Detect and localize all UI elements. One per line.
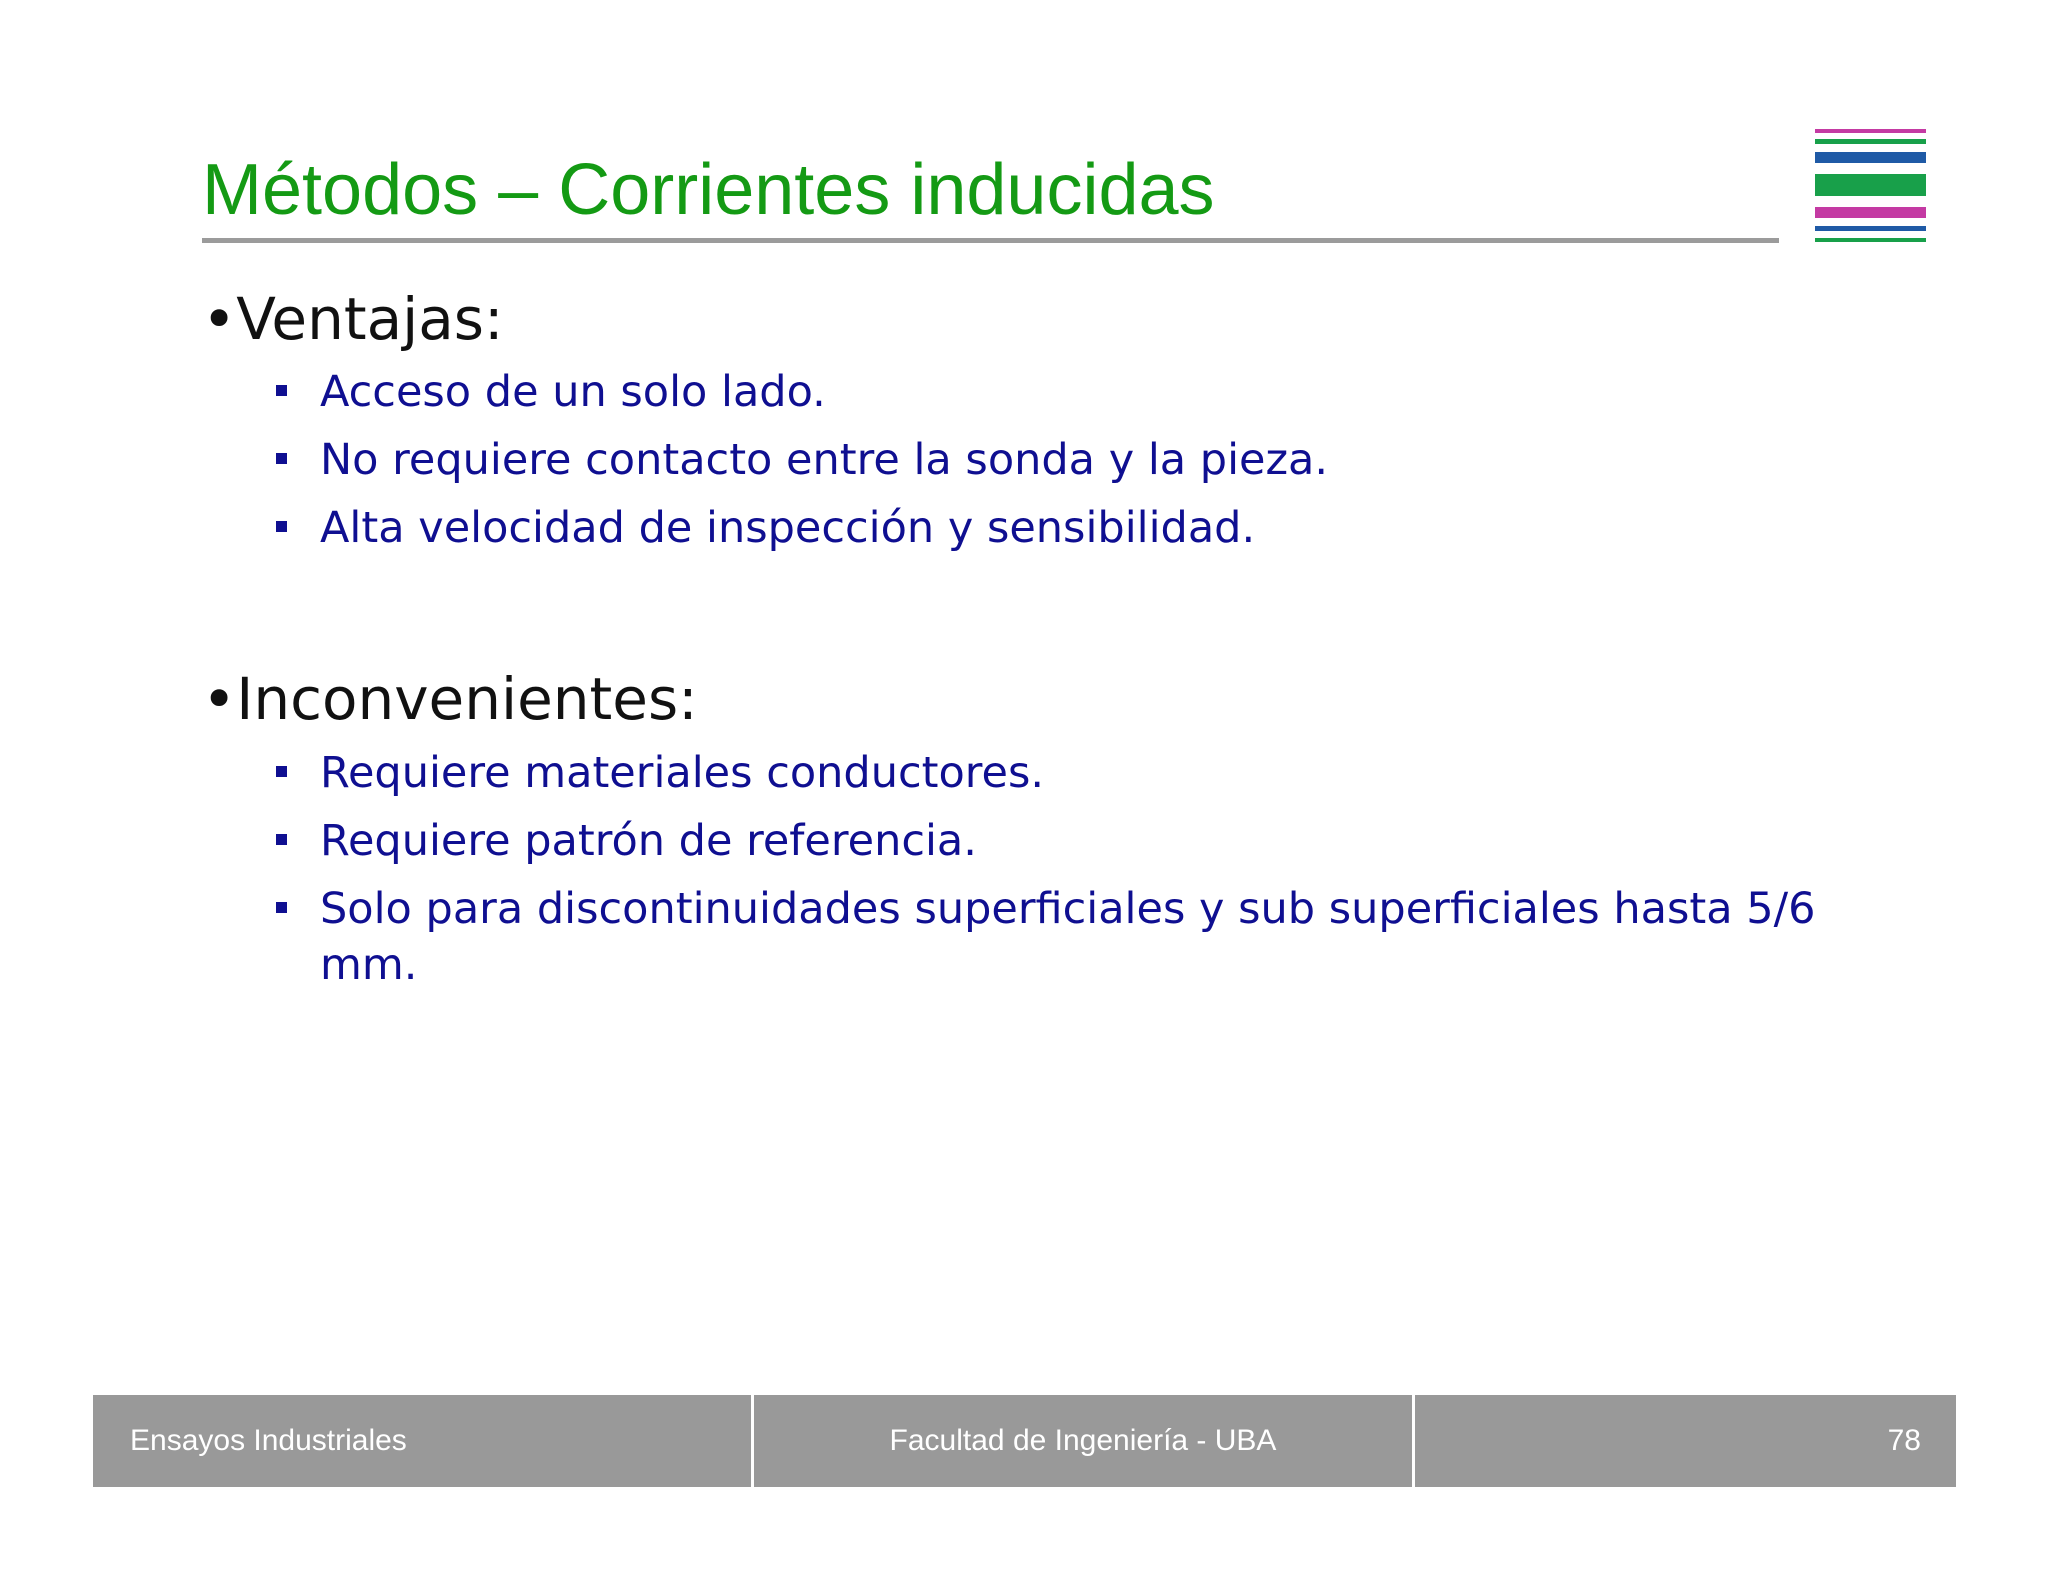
- slide-title: Métodos – Corrientes inducidas: [202, 150, 1215, 230]
- square-bullet-icon: [276, 834, 287, 845]
- square-bullet-icon: [276, 385, 287, 396]
- list-item: [270, 364, 1890, 420]
- striped-logo-icon: [1815, 129, 1926, 243]
- list-item: [270, 881, 1890, 993]
- logo-stripe: [1815, 129, 1926, 133]
- list-item-text: Requiere patrón de referencia.: [320, 816, 977, 866]
- logo-stripe: [1815, 174, 1926, 196]
- list-item-text: No requiere contacto entre la sonda y la pieza.: [320, 435, 1329, 485]
- logo-stripe: [1815, 152, 1926, 163]
- list-item-text: Acceso de un solo lado.: [320, 367, 826, 417]
- logo-stripe: [1815, 226, 1926, 231]
- footer-institution: Facultad de Ingeniería - UBA: [889, 1424, 1277, 1457]
- footer-course-name: Ensayos Industriales: [130, 1424, 407, 1457]
- list-item: [270, 432, 1890, 488]
- list-item-text: Alta velocidad de inspección y sensibilidad.: [320, 503, 1256, 553]
- list-item: [270, 813, 1890, 869]
- section-heading-ventajas: •Ventajas:: [202, 285, 504, 353]
- square-bullet-icon: [276, 521, 287, 532]
- logo-stripe: [1815, 238, 1926, 242]
- list-item-text: Requiere materiales conductores.: [320, 748, 1045, 798]
- ventajas-list: [270, 364, 1890, 568]
- list-item: [270, 500, 1890, 556]
- logo-stripe: [1815, 139, 1926, 144]
- slide-footer: [93, 1395, 1956, 1487]
- list-item-text: Solo para discontinuidades superficiales y sub superficiales hasta 5/6 mm.: [320, 884, 1816, 990]
- inconvenientes-list: [270, 745, 1890, 1005]
- footer-divider: [1412, 1395, 1415, 1487]
- footer-page-number: 78: [1887, 1424, 1921, 1457]
- square-bullet-icon: [276, 766, 287, 777]
- logo-stripe: [1815, 207, 1926, 218]
- section-heading-inconvenientes: •Inconvenientes:: [202, 665, 698, 733]
- square-bullet-icon: [276, 453, 287, 464]
- title-divider: [202, 238, 1779, 243]
- square-bullet-icon: [276, 902, 287, 913]
- list-item: [270, 745, 1890, 801]
